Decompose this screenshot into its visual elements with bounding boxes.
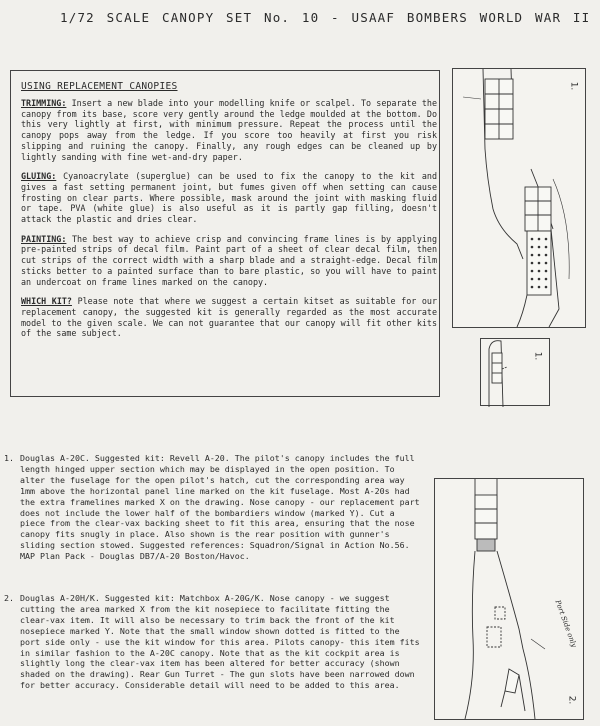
painting-paragraph bbox=[21, 234, 437, 288]
gluing-heading: GLUING: bbox=[21, 171, 57, 182]
figure-1-drawing bbox=[452, 68, 586, 328]
figure-2-svg bbox=[435, 479, 585, 721]
painting-text: The best way to achieve crisp and convincing frame lines is by applying pre-painted strips of decal film. Paint part of a sheet of clear decal film, then cut strips of the correct width with a sharp blade and a straight-edge. Decal film sticks better to a painted surface than to bare plastic, so you will have to paint an undercoat on frame lines marked on the canopy. bbox=[21, 233, 437, 287]
painting-heading: PAINTING: bbox=[21, 233, 67, 244]
item-2-number: 2. bbox=[4, 593, 14, 603]
figure-1-svg bbox=[453, 69, 587, 329]
gluing-text: Cyanoacrylate (superglue) can be used to fix the canopy to the kit and gives a fast setting permanent joint, but fumes given off when setting can cause frosting on clear parts. Where possible, mask around the joint with masking fluid or tape. PVA (white glue) is also useful as it is partly gap filling, doesn't attack the plastic and dries clear. bbox=[21, 171, 438, 225]
item-1-text: Douglas A-20C. Suggested kit: Revell A-20. The pilot's canopy includes the full length hinged upper section which may be displayed in the open position. To alter the fuselage for the open pilot's hatch, cut the corresponding area way 1mm above the horizontal panel line marked on the kit fuselage. Most A-20s had the extra framelines marked X on the drawing. Nose canopy - our replacement part does not include the lower half of the bombardiers window (marked Y). Cut a piece from the clear-vax backing sheet to fit this area, ensuring that the nose canopy fits snugly in place. Also shown is the rear position with gunner's sliding section stowed. Suggested references: Squadron/Signal in Action No.56. MAP Plan Pack - Douglas DB7/A-20 Boston/Havoc. bbox=[20, 453, 420, 562]
item-1 bbox=[4, 453, 424, 562]
figure-1b-svg bbox=[481, 339, 551, 407]
item-2-text: Douglas A-20H/K. Suggested kit: Matchbox A-20G/K. Nose canopy - we suggest cutting the area marked X from the kit nosepiece to facilitate fitting the clear-vax item. It will also be necessary to trim back the front of the kit nosepiece marked Y. Note that the small window shown dotted is fitted to the port side only - use the kit window for this area. Pilots canopy- this item fits in similar fashion to the A-20C canopy. Note that as the kit cockpit area is slightly long the clear-vax item has been altered for better accuracy (shown shaded on the drawing). Rear Gun Turret - The gun slots have been narrowed down for better accuracy. Considerable detail will need to be added to this area. bbox=[20, 593, 420, 691]
trimming-paragraph bbox=[21, 98, 437, 162]
item-2 bbox=[4, 593, 424, 691]
instructions-title: USING REPLACEMENT CANOPIES bbox=[21, 81, 178, 92]
figure-2-drawing bbox=[434, 478, 584, 720]
item-1-number: 1. bbox=[4, 453, 14, 463]
whichkit-text: Please note that where we suggest a certain kitset as suitable for our replacement canopy, the suggested kit is generally regarded as the most accurate model to the given scale. We can not guarantee that our canopy will fit other kits of the same subject. bbox=[21, 296, 438, 339]
whichkit-paragraph bbox=[21, 296, 437, 339]
trimming-heading: TRIMMING: bbox=[21, 98, 67, 108]
figure-1b-drawing bbox=[480, 338, 550, 406]
instructions-box bbox=[10, 70, 440, 397]
figure-1-label: 1. bbox=[568, 81, 579, 91]
figure-2-label: 2. bbox=[566, 695, 577, 705]
port-side-note: Port Side only bbox=[553, 599, 579, 649]
page-header: 1/72 SCALE CANOPY SET No. 10 - USAAF BOMBERS WORLD WAR II bbox=[60, 10, 591, 25]
whichkit-heading: WHICH KIT? bbox=[21, 296, 72, 307]
trimming-text: Insert a new blade into your modelling knife or scalpel. To separate the canopy from its base, score very gently around the ledge moulded at the bottom. Do this very lightly at first, with minimum pressure. Repeat the process until the canopy pops away from the ledge. If you score too heavily at first you risk slipping and ruining the canopy. Finally, any rough edges can be cleaned up by lightly sanding with fine wet-and-dry paper. bbox=[21, 98, 437, 162]
figure-1b-label: 1. bbox=[532, 351, 543, 361]
gluing-paragraph bbox=[21, 171, 437, 225]
instructions-content bbox=[21, 81, 437, 348]
